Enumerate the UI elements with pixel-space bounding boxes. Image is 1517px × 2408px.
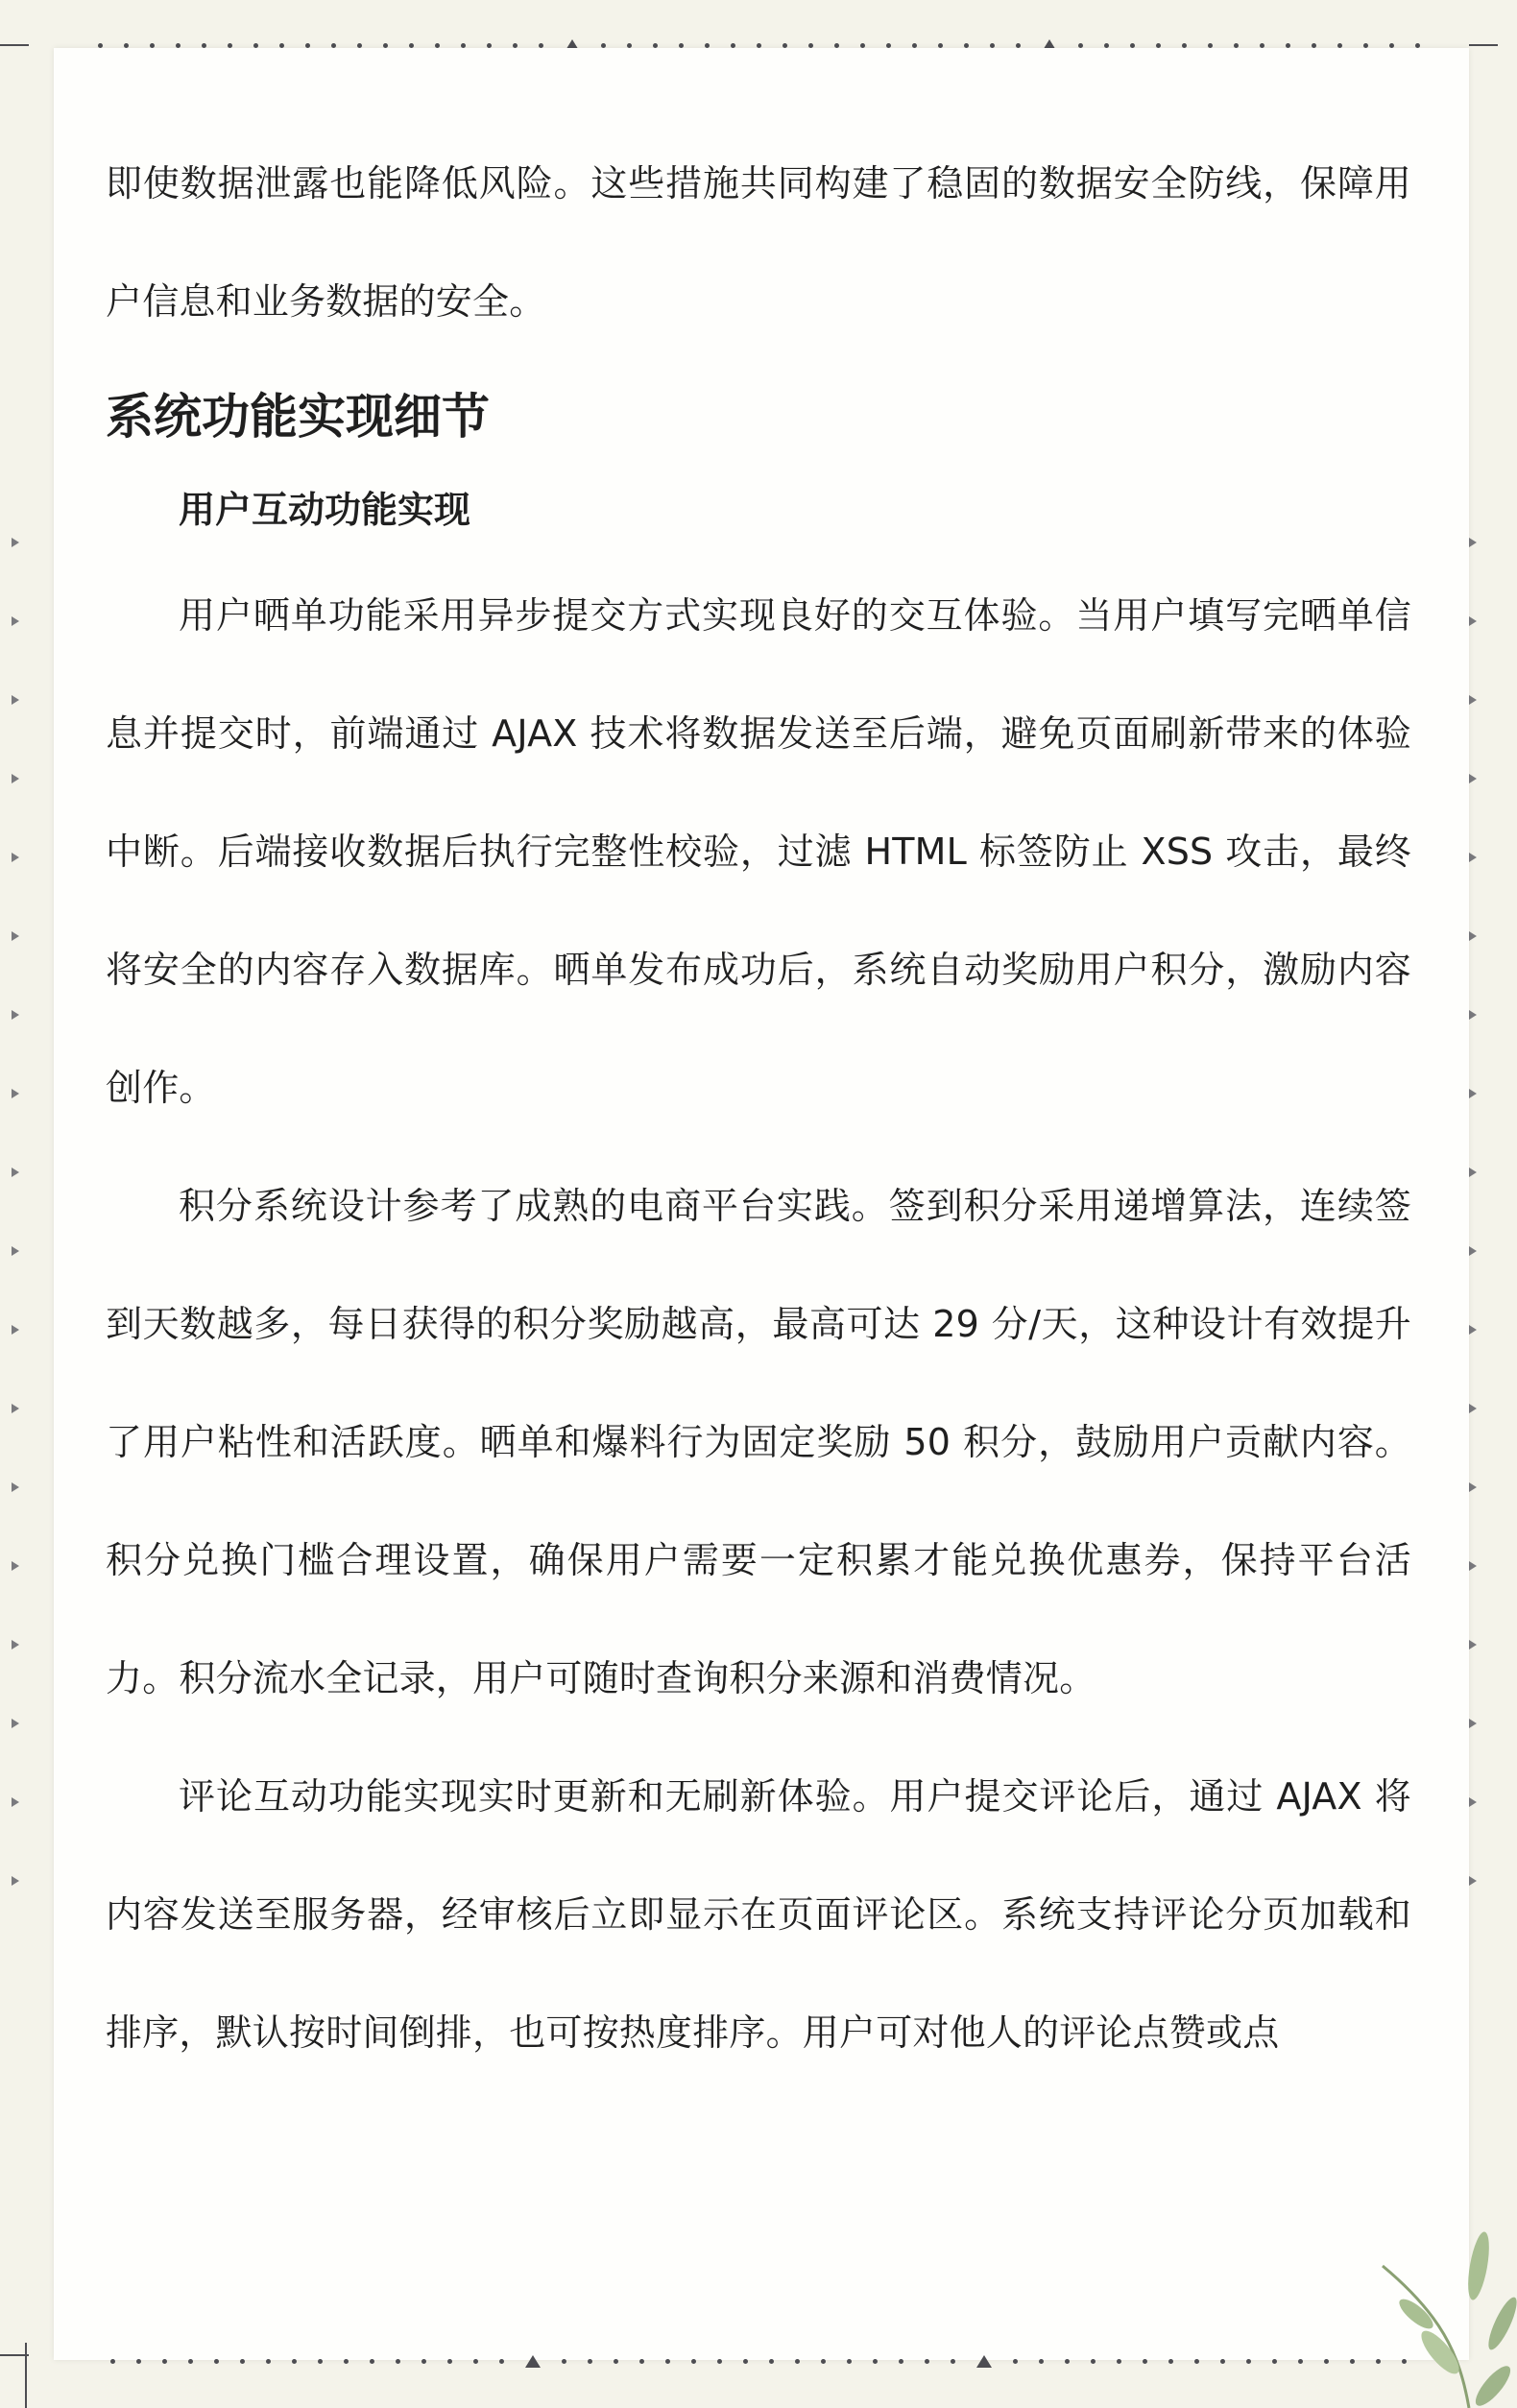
side-mark (12, 1482, 19, 1492)
border-dot (847, 2359, 852, 2364)
border-dot (665, 2359, 670, 2364)
side-mark (12, 931, 19, 941)
border-dot (1363, 43, 1368, 48)
border-dot (124, 43, 129, 48)
side-mark (12, 1404, 19, 1413)
border-dot (1194, 2359, 1199, 2364)
border-dot (228, 43, 232, 48)
side-mark (12, 1010, 19, 1020)
border-dot (1168, 2359, 1173, 2364)
top-right-rule (1469, 44, 1498, 46)
border-dot (487, 43, 492, 48)
border-dot (679, 43, 684, 48)
side-mark (1469, 1797, 1477, 1807)
side-mark (12, 616, 19, 626)
border-dot (305, 43, 310, 48)
border-dot (588, 2359, 592, 2364)
border-dot (834, 43, 839, 48)
side-mark (12, 538, 19, 547)
side-mark (12, 1640, 19, 1649)
border-triangle (976, 2355, 992, 2368)
section-title: 系统功能实现细节 (106, 389, 490, 445)
side-mark (1469, 1010, 1477, 1020)
border-dot (783, 43, 787, 48)
border-dot (951, 2359, 955, 2364)
side-mark (12, 1168, 19, 1177)
border-dot (601, 43, 606, 48)
border-dot (176, 43, 181, 48)
border-dot (795, 2359, 800, 2364)
bottom-dotted-border (0, 2348, 1517, 2373)
border-dot (808, 43, 813, 48)
border-dot (539, 43, 543, 48)
right-side-marks (1469, 538, 1477, 2122)
side-mark (1469, 1168, 1477, 1177)
border-dot (292, 2359, 297, 2364)
border-dot (344, 2359, 349, 2364)
border-dot (447, 2359, 452, 2364)
side-mark (1469, 695, 1477, 705)
border-dot (331, 43, 336, 48)
side-mark (12, 1797, 19, 1807)
border-dot (1091, 2359, 1096, 2364)
border-dot (1156, 43, 1161, 48)
border-dot (421, 2359, 426, 2364)
border-dot (821, 2359, 826, 2364)
document-body (106, 125, 1411, 2092)
border-dot (162, 2359, 167, 2364)
border-dot (743, 2359, 748, 2364)
border-dot (240, 2359, 245, 2364)
border-dot (279, 43, 284, 48)
border-dot (1389, 43, 1394, 48)
border-dot (705, 43, 710, 48)
border-dot (1016, 43, 1021, 48)
border-dot (912, 43, 917, 48)
side-mark (1469, 1089, 1477, 1098)
side-mark (1469, 1876, 1477, 1886)
side-mark (1469, 774, 1477, 783)
border-dot (1246, 2359, 1251, 2364)
border-dot (188, 2359, 193, 2364)
paragraph-comments: 评论互动功能实现实时更新和无刷新体验。用户提交评论后，通过 AJAX 将内容发送至服务器，经审核后立即显示在页面评论区。系统支持评论分页加载和排序，默认按时间倒排，也可按热度排序。用户可对他人的评论点赞或点 (106, 1775, 1411, 2054)
border-dot (1312, 43, 1316, 48)
border-dot (1065, 2359, 1070, 2364)
border-dot (1117, 2359, 1121, 2364)
border-dot (1130, 43, 1135, 48)
border-dot (1260, 43, 1264, 48)
border-dot (925, 2359, 929, 2364)
border-dot (214, 2359, 219, 2364)
border-dot (383, 43, 388, 48)
border-dot (110, 2359, 115, 2364)
leaf-sprig-icon (1325, 2208, 1517, 2408)
border-dot (461, 43, 466, 48)
border-dot (1208, 43, 1213, 48)
subsection-title: 用户互动功能实现 (179, 489, 471, 531)
border-dot (653, 43, 658, 48)
border-dot (614, 2359, 618, 2364)
border-dot (513, 43, 518, 48)
border-dot (1182, 43, 1187, 48)
border-dot (266, 2359, 271, 2364)
border-dot (731, 43, 735, 48)
side-mark (1469, 1246, 1477, 1256)
top-left-rule (0, 44, 29, 46)
left-side-marks (12, 538, 19, 2122)
border-dot (1013, 2359, 1018, 2364)
border-dot (1220, 2359, 1225, 2364)
side-mark (1469, 1482, 1477, 1492)
border-dot (150, 43, 155, 48)
side-mark (1469, 1561, 1477, 1571)
border-dot (562, 2359, 566, 2364)
side-mark (12, 1876, 19, 1886)
border-dot (1078, 43, 1083, 48)
border-dot (886, 43, 891, 48)
border-dot (1104, 43, 1109, 48)
side-mark (1469, 538, 1477, 547)
border-dot (899, 2359, 903, 2364)
border-dot (691, 2359, 696, 2364)
border-triangle (525, 2355, 541, 2368)
border-dot (1272, 2359, 1277, 2364)
border-dot (473, 2359, 478, 2364)
border-dot (717, 2359, 722, 2364)
side-mark (1469, 853, 1477, 862)
side-mark (1469, 1325, 1477, 1335)
side-mark (1469, 616, 1477, 626)
side-mark (12, 1089, 19, 1098)
border-dot (757, 43, 761, 48)
border-dot (873, 2359, 878, 2364)
side-mark (12, 1325, 19, 1335)
border-dot (1234, 43, 1239, 48)
side-mark (12, 853, 19, 862)
side-mark (12, 1719, 19, 1728)
border-dot (1143, 2359, 1147, 2364)
side-mark (12, 774, 19, 783)
side-mark (1469, 931, 1477, 941)
border-dot (202, 43, 206, 48)
border-dot (409, 43, 414, 48)
border-dot (964, 43, 969, 48)
border-dot (938, 43, 943, 48)
side-mark (1469, 1640, 1477, 1649)
border-dot (357, 43, 362, 48)
border-dot (860, 43, 865, 48)
paragraph-points-system: 积分系统设计参考了成熟的电商平台实践。签到积分采用递增算法，连续签到天数越多，每日获得的积分奖励越高，最高可达 29 分/天，这种设计有效提升了用户粘性和活跃度。晒单和爆料行为固定奖励 50 积分，鼓励用户贡献内容。积分兑换门槛合理设置，确保用户需要一定积累才能兑换优惠券，保持平台活力。积分流水全记录，用户可随时查询积分来源和消费情况。 (106, 1185, 1411, 1699)
side-mark (12, 1561, 19, 1571)
side-mark (12, 695, 19, 705)
border-dot (1286, 43, 1290, 48)
side-mark (1469, 1719, 1477, 1728)
border-dot (98, 43, 103, 48)
border-dot (253, 43, 258, 48)
border-dot (318, 2359, 323, 2364)
paragraph-showcase: 用户晒单功能采用异步提交方式实现良好的交互体验。当用户填写完晒单信息并提交时，前端通过 AJAX 技术将数据发送至后端，避免页面刷新带来的体验中断。后端接收数据后执行完整性校验，过滤 HTML 标签防止 XSS 攻击，最终将安全的内容存入数据库。晒单发布成功后，系统自动奖励用户积分，激励内容创作。 (106, 594, 1411, 1109)
border-dot (370, 2359, 374, 2364)
border-dot (499, 2359, 504, 2364)
border-dot (435, 43, 440, 48)
border-dot (1298, 2359, 1303, 2364)
intro-paragraph: 即使数据泄露也能降低风险。这些措施共同构建了稳固的数据安全防线，保障用户信息和业务数据的安全。 (106, 162, 1411, 323)
border-dot (769, 2359, 774, 2364)
border-dot (1337, 43, 1342, 48)
border-dot (627, 43, 632, 48)
border-dot (136, 2359, 141, 2364)
side-mark (12, 1246, 19, 1256)
border-dot (1039, 2359, 1044, 2364)
border-dot (396, 2359, 400, 2364)
border-dot (1415, 43, 1420, 48)
side-mark (1469, 1404, 1477, 1413)
border-dot (990, 43, 995, 48)
border-dot (639, 2359, 644, 2364)
